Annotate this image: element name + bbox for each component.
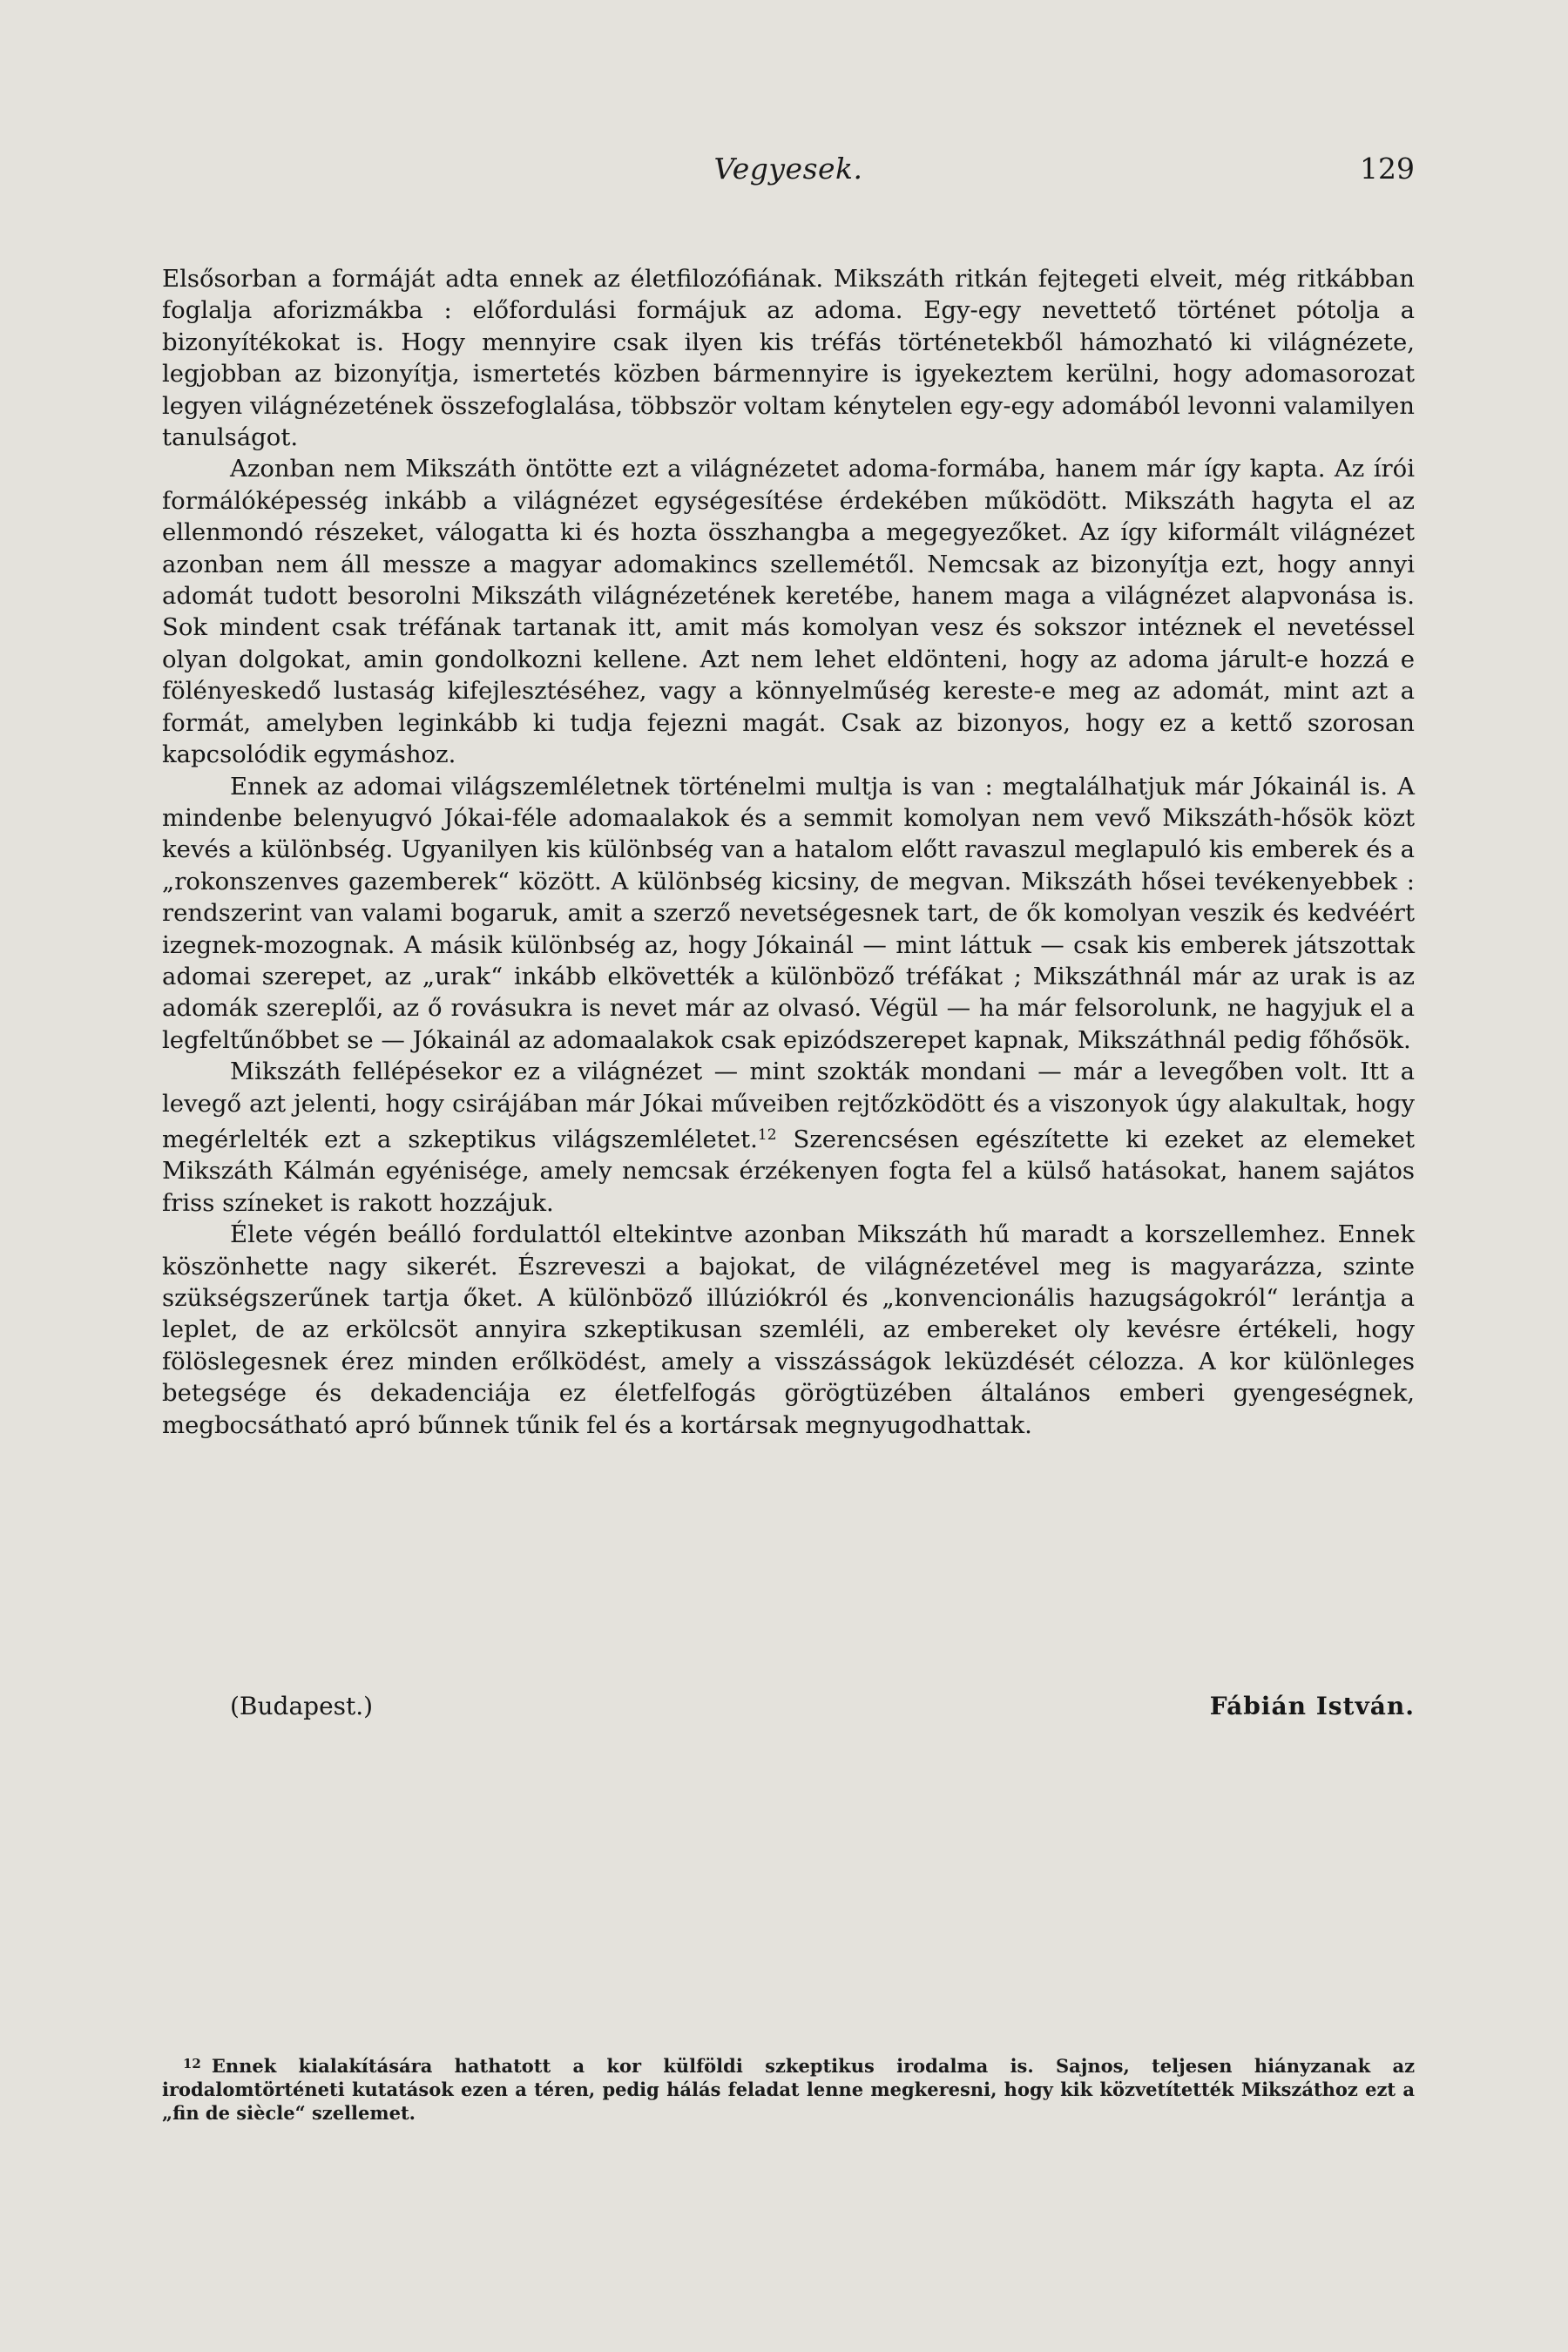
paragraph: Élete végén beálló fordulattól eltekintve azonban Mikszáth hű maradt a korszellemhez. Ennek köszönhette nagy sikerét. Észreveszi a bajokat, de világnézetével meg is magyarázza, szinte szükségszerűnek tartja őket. A különböző illúziókról és „konvencionális hazugságokról“ lerántja a leplet, de az erkölcsöt annyira szkeptikusan szemléli, az embereket oly kevésre értékeli, hogy fölöslegesnek érez minden erőlködést, amely a visszásságok leküzdését célozza. A kor különleges betegsége és dekadenciája ez életfelfogás görögtüzében általános emberi gyengeségnek, megbocsátható apró bűnnek tűnik fel és a kortársak megnyugodhattak. xyxy=(162,1220,1415,1439)
footnote-number: 12 xyxy=(183,2056,201,2072)
author-name: Fábián István. xyxy=(1209,1692,1415,1720)
paragraph: Azonban nem Mikszáth öntötte ezt a világnézetet adoma-formába, hanem már így kapta. Az írói formálóképesség inkább a világnézet egységesítése érdekében működött. Mikszáth hagyta el az ellenmondó részeket, válogatta ki és hozta összhangba a megegyezőket. Az így kiformált világnézet azonban nem áll messze a magyar adomakincs szellemétől. Nemcsak az bizonyítja ezt, hogy annyi adomát tudott besorolni Mikszáth világnézetének keretébe, hanem maga a világnézet alapvonása is. Sok mindent csak tréfának tartanak itt, amit más komolyan vesz és sokszor intéznek el nevetéssel olyan dolgokat, amin gondolkozni kellene. Azt nem lehet eldönteni, hogy az adoma járult-e hozzá e fölényeskedő lustaság kifejlesztéséhez, vagy a könnyelműség kereste-e meg az adomát, mint azt a formát, amelyben leginkább ki tudja fejezni magát. Csak az bizonyos, hogy ez a kettő szorosan kapcsolódik egymáshoz. xyxy=(162,455,1415,769)
running-title: Vegyesek. xyxy=(713,152,863,186)
paragraph: Ennek az adomai világszemléletnek történelmi multja is van : megtalálhatjuk már Jókainál is. A mindenbe belenyugvó Jókai-féle adomaalakok és a semmit komolyan nem vevő Mikszáth-hősök közt kevés a különbség. Ugyanilyen kis különbség van a hatalom előtt ravaszul meglapuló kis emberek és a „rokonszenves gazemberek“ között. A különbség kicsiny, de megvan. Mikszáth hősei tevékenyebbek : rendszerint van valami bogaruk, amit a szerző nevetségesnek tart, de ők komolyan veszik és kedvéért izegnek-mozognak. A másik különbség az, hogy Jókainál — mint láttuk — csak kis emberek játszottak adomai szerepet, az „urak“ inkább elkövették a különböző tréfákat ; Mikszáthnál már az urak is az adomák szereplői, az ő rovásukra is nevet már az olvasó. Végül — ha már felsorolunk, ne hagyjuk el a legfeltűnőbbet se — Jókainál az adomaalakok csak epizódszerepet kapnak, Mikszáthnál pedig főhősök. xyxy=(162,772,1415,1054)
paragraph-text: Szerencsésen egészítette ki ezeket az elemeket Mikszáth Kálmán egyénisége, amely nemcsak érzékenyen fogta fel a külső hatásokat, hanem sajátos friss színeket is rakott hozzájuk. xyxy=(162,1125,1415,1217)
paragraph xyxy=(162,1056,1415,1219)
paragraph-text: Mikszáth fellépésekor ez a világnézet — mint szokták mondani — már a levegőben volt. Itt a levegő azt jelenti, hogy csirájában már Jókai műveiben rejtőzködött és a viszonyok úgy alakultak, hogy megérlelték ezt a szkeptikus világszemléletet. xyxy=(162,1058,1415,1153)
running-header xyxy=(162,152,1415,197)
body-text xyxy=(162,263,1415,1441)
paragraph: Elsősorban a formáját adta ennek az életfilozófiának. Mikszáth ritkán fejtegeti elveit, még ritkábban foglalja aforizmákba : előfordulási formájuk az adoma. Egy-egy nevettető történet pótolja a bizonyítékokat is. Hogy mennyire csak ilyen kis tréfás történetekből hámozható ki világnézete, legjobban az bizonyítja, ismertetés közben bármennyire is igyekeztem kerülni, hogy adomasorozat legyen világnézetének összefoglalása, többször voltam kénytelen egy-egy adomából levonni valamilyen tanulságot. xyxy=(162,265,1415,452)
footnote-text: Ennek kialakítására hathatott a kor külföldi szkeptikus irodalma is. Sajnos, teljesen hiányzanak az irodalomtörténeti kutatások ezen a téren, pedig hálás feladat lenne megkeresni, hogy kik közvetítették Mikszáthoz ezt a „fin de siècle“ szellemet. xyxy=(162,2055,1415,2124)
place-of-writing: (Budapest.) xyxy=(230,1692,374,1720)
page-number: 129 xyxy=(1360,152,1415,186)
footnote-reference[interactable]: 12 xyxy=(757,1125,777,1144)
footnote xyxy=(162,2052,1415,2125)
signature-row xyxy=(230,1692,1415,1727)
